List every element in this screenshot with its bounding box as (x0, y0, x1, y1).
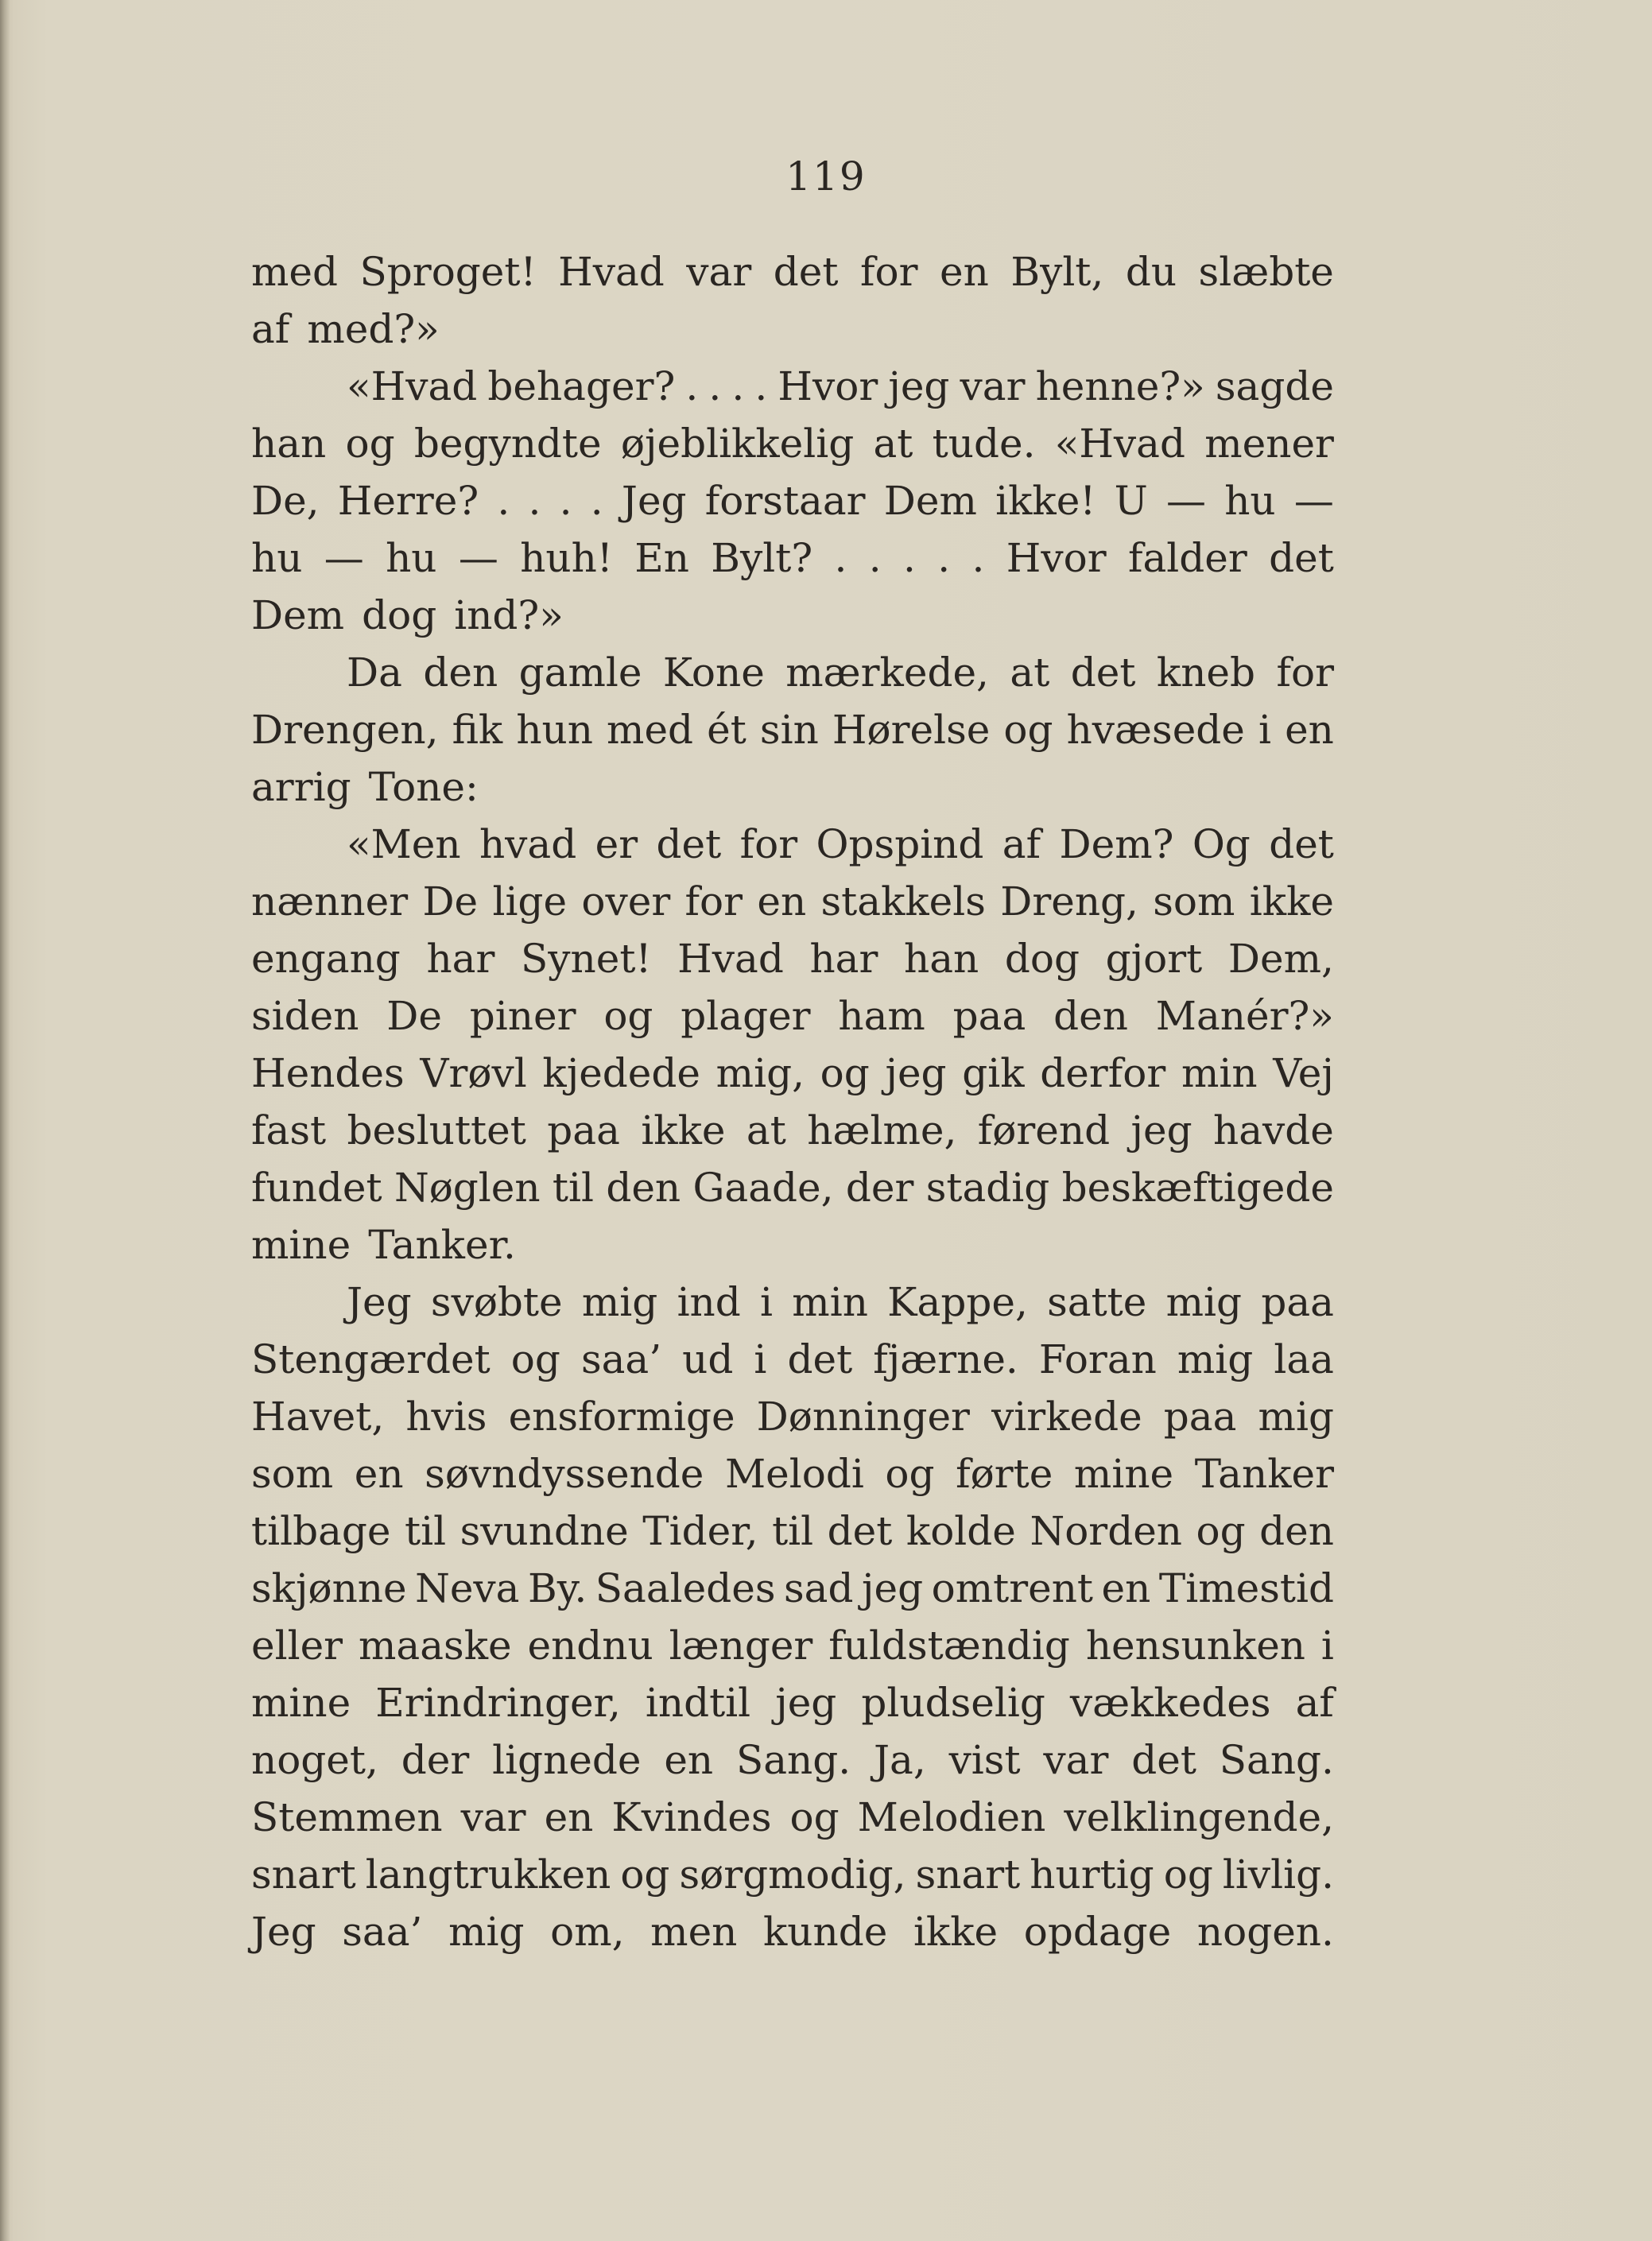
word: — (1293, 478, 1334, 524)
word: . (590, 478, 603, 524)
text-line (251, 529, 1334, 587)
word: med (251, 249, 339, 295)
word: fundet (251, 1165, 382, 1211)
text-line (251, 300, 1334, 358)
word: . (834, 535, 847, 581)
word: snart (251, 1851, 356, 1898)
word: Vej (1273, 1050, 1334, 1096)
word: var (686, 249, 752, 295)
word: havde (1213, 1107, 1334, 1153)
word: begyndte (413, 421, 602, 467)
word: velklingende, (1064, 1794, 1334, 1840)
word: vækkedes (1069, 1680, 1271, 1726)
word: Hvad (677, 936, 784, 982)
word: ensformige (508, 1394, 735, 1440)
word: U (1114, 478, 1148, 524)
word: ikke (913, 1909, 999, 1955)
word: jeg (888, 363, 950, 409)
text-line (251, 1274, 1334, 1331)
word: og (1163, 1851, 1213, 1898)
word: Dem (883, 478, 977, 524)
word: for (1276, 649, 1334, 696)
word: har (426, 936, 495, 982)
word: hvad (479, 821, 577, 867)
word: satte (1047, 1279, 1147, 1325)
text-line (251, 1216, 1334, 1274)
word: Stemmen (251, 1794, 443, 1840)
word: og (620, 1851, 670, 1898)
word: jeg (775, 1680, 837, 1726)
word: stakkels (820, 878, 986, 925)
word: dog (1004, 936, 1080, 982)
word: «Men (347, 821, 461, 867)
word: gjort (1105, 936, 1203, 982)
word: har (809, 936, 878, 982)
word: . (528, 478, 541, 524)
word: maaske (359, 1623, 512, 1669)
word: hurtig (1030, 1851, 1154, 1898)
word: derfor (1040, 1050, 1166, 1096)
text-line (251, 1445, 1334, 1502)
word: besluttet (347, 1107, 526, 1153)
word: at (746, 1107, 786, 1153)
word: Og (1192, 821, 1251, 867)
word: opdage (1023, 1909, 1172, 1955)
text-line (251, 415, 1334, 472)
word: Hvor (778, 363, 878, 409)
word: og (789, 1794, 840, 1840)
word: paa (952, 993, 1026, 1039)
word: langtrukken (365, 1851, 611, 1898)
text-line (251, 930, 1334, 987)
word: tude. (932, 421, 1036, 467)
word: Synet! (521, 936, 652, 982)
word: den (1053, 993, 1128, 1039)
text-line (251, 472, 1334, 529)
word: . (937, 535, 951, 581)
word: Tanker (1194, 1451, 1334, 1497)
word: det (773, 249, 839, 295)
word: skjønne (251, 1565, 407, 1611)
word: endnu (527, 1623, 653, 1669)
word: piner (469, 993, 576, 1039)
text-line (251, 1388, 1334, 1445)
word: — (458, 535, 498, 581)
word: der (401, 1737, 470, 1783)
word: mig, (715, 1050, 805, 1096)
word: hensunken (1085, 1623, 1305, 1669)
word: Foran (1038, 1336, 1157, 1382)
word: Kappe, (887, 1279, 1028, 1325)
word: engang (251, 936, 401, 982)
text-line (251, 1502, 1334, 1560)
word: Jeg (621, 478, 687, 524)
text-line (251, 1846, 1334, 1903)
word: svøbte (430, 1279, 563, 1325)
word: Hørelse (832, 707, 991, 753)
word: en (544, 1794, 594, 1840)
word: lige (492, 878, 568, 925)
word: dog (362, 592, 437, 638)
word: mig (1177, 1336, 1254, 1382)
word: at (1010, 649, 1050, 696)
word: kneb (1156, 649, 1256, 696)
word: sin (759, 707, 819, 753)
word: mærkede, (785, 649, 989, 696)
word: mine (251, 1222, 351, 1268)
word: De, (251, 478, 320, 524)
word: min (792, 1279, 868, 1325)
word: det (1070, 649, 1136, 696)
word: der (845, 1165, 914, 1211)
word: kolde (905, 1508, 1016, 1554)
word: snart (915, 1851, 1021, 1898)
word: en (1285, 707, 1334, 753)
word: . (868, 535, 882, 581)
word: lignede (492, 1737, 642, 1783)
word: af (1002, 821, 1041, 867)
word: paa (1261, 1279, 1334, 1325)
word: mine (251, 1680, 351, 1726)
text-line (251, 1045, 1334, 1102)
word: Dem, (1227, 936, 1334, 982)
word: den (1259, 1508, 1334, 1554)
word: den (606, 1165, 681, 1211)
word: til (552, 1165, 594, 1211)
word: . (971, 535, 985, 581)
word: De (422, 878, 479, 925)
word: paa (1163, 1394, 1237, 1440)
word: Hendes (251, 1050, 405, 1096)
word: Melodien (857, 1794, 1046, 1840)
word: siden (251, 993, 359, 1039)
text-line (251, 1159, 1334, 1216)
text-line (251, 1674, 1334, 1731)
word: den (423, 649, 498, 696)
word: . (754, 363, 768, 409)
word: tilbage (251, 1508, 391, 1554)
word: kunde (763, 1909, 888, 1955)
word: mig (1258, 1394, 1334, 1440)
word: . (903, 535, 916, 581)
word: med (607, 707, 694, 753)
word: saa’ (342, 1909, 423, 1955)
word: mig (448, 1909, 525, 1955)
word: ham (838, 993, 925, 1039)
text-line (251, 358, 1334, 415)
word: Dem? (1059, 821, 1174, 867)
word: Norden (1030, 1508, 1182, 1554)
word: for (739, 821, 798, 867)
word: det (1269, 821, 1334, 867)
word: i (760, 1279, 774, 1325)
word: henne?» (1035, 363, 1205, 409)
word: og (820, 1050, 870, 1096)
text-line (251, 1789, 1334, 1846)
word: hvæsede (1066, 707, 1245, 753)
word: mig (1165, 1279, 1243, 1325)
word: af (1295, 1680, 1334, 1726)
word: arrig (251, 764, 351, 810)
word: Vrøvl (420, 1050, 527, 1096)
word: . (708, 363, 722, 409)
word: «Hvad (1054, 421, 1185, 467)
text-line (251, 243, 1334, 300)
text-line (251, 701, 1334, 758)
word: en (940, 249, 989, 295)
text-line (251, 1903, 1334, 1960)
text-line (251, 1331, 1334, 1388)
word: og (885, 1451, 935, 1497)
body-text (251, 243, 1334, 1960)
word: fik (452, 707, 503, 753)
word: By. (528, 1565, 588, 1611)
word: En (634, 535, 689, 581)
word: svundne (460, 1508, 629, 1554)
word: af (251, 306, 290, 352)
word: til (405, 1508, 447, 1554)
word: sad (784, 1565, 854, 1611)
word: i (754, 1336, 767, 1382)
word: Havet, (251, 1394, 385, 1440)
word: Kone (662, 649, 765, 696)
word: Tider, (642, 1508, 758, 1554)
word: i (1258, 707, 1271, 753)
word: fjærne. (873, 1336, 1018, 1382)
word: ikke! (995, 478, 1096, 524)
word: Neva (415, 1565, 520, 1611)
word: falder (1127, 535, 1247, 581)
word: vist (948, 1737, 1021, 1783)
word: som (1153, 878, 1235, 925)
binding-edge (0, 0, 10, 2241)
word: Ja, (873, 1737, 926, 1783)
word: hun (516, 707, 593, 753)
word: mine (1073, 1451, 1174, 1497)
word: Saaledes (595, 1565, 776, 1611)
text-line (251, 873, 1334, 930)
text-line (251, 1560, 1334, 1617)
word: nogen. (1196, 1909, 1334, 1955)
word: kjedede (542, 1050, 700, 1096)
word: De (386, 993, 442, 1039)
word: jeg (862, 1565, 924, 1611)
word: . (559, 478, 572, 524)
word: laa (1274, 1336, 1334, 1382)
word: livlig. (1222, 1851, 1334, 1898)
word: Dønninger (756, 1394, 970, 1440)
word: Opspind (816, 821, 984, 867)
word: førte (956, 1451, 1053, 1497)
word: er (595, 821, 638, 867)
word: og (1003, 707, 1053, 753)
word: Sang. (735, 1737, 851, 1783)
word: «Hvad (347, 363, 478, 409)
word: og (603, 993, 653, 1039)
word: en (354, 1451, 404, 1497)
word: eller (251, 1623, 343, 1669)
word: det (1131, 1737, 1196, 1783)
word: hu (386, 535, 437, 581)
word: Da (347, 649, 402, 696)
word: . (731, 363, 745, 409)
word: paa (547, 1107, 620, 1153)
word: han (251, 421, 327, 467)
text-line (251, 1102, 1334, 1159)
word: sørgmodig, (679, 1851, 906, 1898)
text-line (251, 816, 1334, 873)
word: men (650, 1909, 738, 1955)
word: Hvad (558, 249, 665, 295)
word: det (1269, 535, 1334, 581)
page-number: 119 (785, 153, 867, 200)
word: saa’ (580, 1336, 662, 1382)
word: Kvindes (611, 1794, 772, 1840)
word: Dreng, (1000, 878, 1138, 925)
word: Gaade, (692, 1165, 834, 1211)
word: en (1101, 1565, 1151, 1611)
word: en (664, 1737, 714, 1783)
word: til (772, 1508, 814, 1554)
word: og (345, 421, 395, 467)
text-line (251, 1617, 1334, 1674)
word: du (1125, 249, 1177, 295)
word: hu (1224, 478, 1276, 524)
word: øjeblikkelig (620, 421, 855, 467)
word: pludselig (861, 1680, 1045, 1726)
word: — (1165, 478, 1206, 524)
word: hvis (405, 1394, 487, 1440)
word: Bylt, (1010, 249, 1104, 295)
word: omtrent (931, 1565, 1094, 1611)
word: Hvor (1006, 535, 1107, 581)
word: fast (251, 1107, 327, 1153)
word: med?» (307, 306, 440, 352)
word: for (859, 249, 918, 295)
word: ikke (1249, 878, 1334, 925)
text-line (251, 1731, 1334, 1789)
word: Manér?» (1155, 993, 1334, 1039)
word: ind?» (454, 592, 564, 638)
word: . (497, 478, 510, 524)
word: noget, (251, 1737, 378, 1783)
word: beskæftigede (1061, 1165, 1334, 1211)
word: Erindringer, (375, 1680, 621, 1726)
word: Herre? (337, 478, 479, 524)
word: at (873, 421, 913, 467)
word: ét (707, 707, 747, 753)
word: søvndyssende (425, 1451, 704, 1497)
word: var (460, 1794, 526, 1840)
word: behager? (487, 363, 676, 409)
word: for (684, 878, 743, 925)
word: indtil (645, 1680, 751, 1726)
word: — (324, 535, 364, 581)
word: Stengærdet (251, 1336, 491, 1382)
word: huh! (520, 535, 613, 581)
word: og (1196, 1508, 1246, 1554)
word: min (1181, 1050, 1258, 1096)
word: det (827, 1508, 893, 1554)
word: det (656, 821, 722, 867)
word: ind (677, 1279, 741, 1325)
word: Tone: (368, 764, 479, 810)
text-line (251, 587, 1334, 644)
word: mener (1204, 421, 1334, 467)
word: Sproget! (359, 249, 537, 295)
word: hu (251, 535, 303, 581)
word: sagde (1215, 363, 1334, 409)
word: Drengen, (251, 707, 439, 753)
word: jeg (1130, 1107, 1192, 1153)
word: . (685, 363, 699, 409)
word: og (510, 1336, 560, 1382)
word: over (581, 878, 671, 925)
word: længer (669, 1623, 813, 1669)
word: om, (550, 1909, 625, 1955)
word: var (960, 363, 1026, 409)
word: Sang. (1219, 1737, 1334, 1783)
word: slæbte (1198, 249, 1334, 295)
word: en (757, 878, 807, 925)
word: Bylt? (711, 535, 813, 581)
word: hælme, (807, 1107, 957, 1153)
word: ikke (641, 1107, 726, 1153)
word: var (1043, 1737, 1109, 1783)
word: førend (977, 1107, 1111, 1153)
word: gik (962, 1050, 1025, 1096)
word: mig (581, 1279, 658, 1325)
word: forstaar (704, 478, 866, 524)
text-line (251, 644, 1334, 701)
word: Tanker. (368, 1222, 516, 1268)
word: han (904, 936, 979, 982)
word: ud (682, 1336, 734, 1382)
word: plager (681, 993, 811, 1039)
word: stadig (925, 1165, 1050, 1211)
word: i (1320, 1623, 1334, 1669)
word: virkede (991, 1394, 1142, 1440)
word: gamle (518, 649, 642, 696)
word: Jeg (347, 1279, 412, 1325)
word: fuldstændig (828, 1623, 1070, 1669)
word: Nøglen (394, 1165, 541, 1211)
word: Dem (251, 592, 345, 638)
word: jeg (885, 1050, 947, 1096)
word: nænner (251, 878, 409, 925)
word: det (787, 1336, 853, 1382)
text-line (251, 758, 1334, 816)
word: som (251, 1451, 334, 1497)
word: Timestid (1158, 1565, 1334, 1611)
word: Melodi (724, 1451, 864, 1497)
word: Jeg (251, 1909, 316, 1955)
text-line (251, 987, 1334, 1045)
